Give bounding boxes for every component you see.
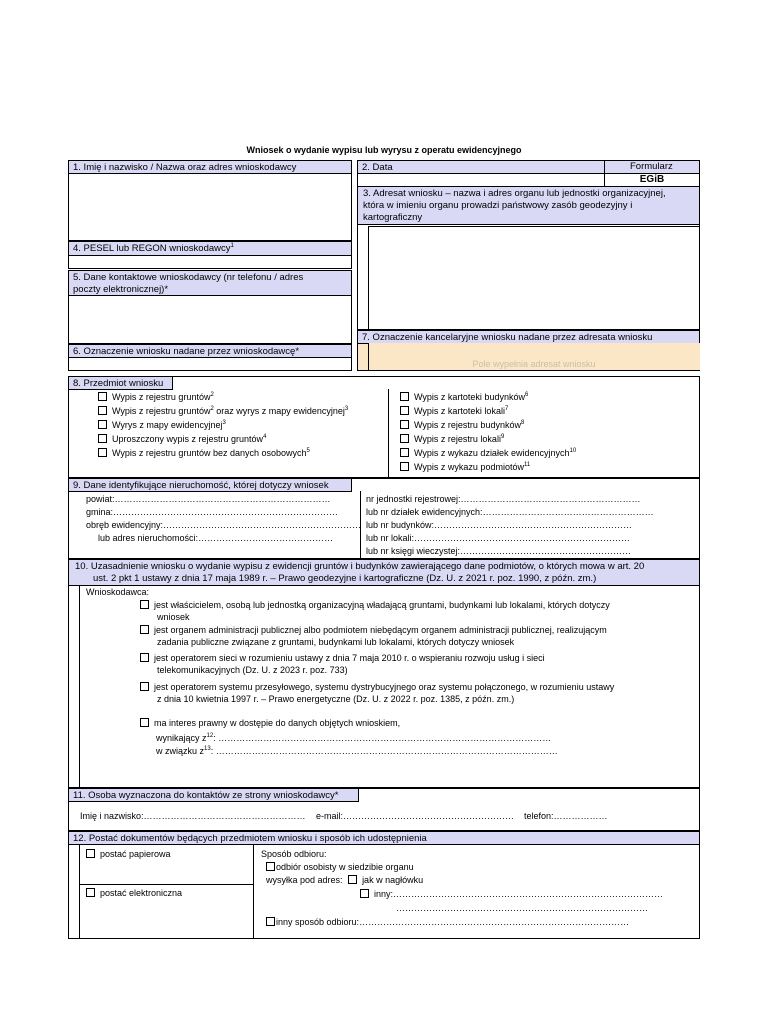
formularz-label: Formularz: [630, 161, 673, 172]
applicant-name-field[interactable]: [68, 173, 352, 241]
checkbox[interactable]: [86, 849, 95, 858]
egib-code-text: EGiB: [639, 174, 665, 185]
checkbox[interactable]: [400, 462, 409, 471]
s9-powiat[interactable]: powiat:………………………………………………………………: [86, 494, 331, 504]
s10-option-5[interactable]: ma interes prawny w dostępie do danych objętych wnioskiem,: [140, 717, 695, 729]
checkbox[interactable]: [140, 653, 149, 662]
section-11-label: 11. Osoba wyznaczona do kontaktów ze strony wnioskodawcy*: [73, 790, 339, 801]
s8-option-11[interactable]: Wypis z wykazu podmiotów$^{11}$: [400, 462, 530, 473]
s11-email[interactable]: e-mail:…………………………………………………: [316, 811, 515, 821]
section-4-label: 4. PESEL lub REGON wnioskodawcy: [73, 243, 231, 254]
contact-field[interactable]: [68, 295, 352, 344]
section-9-header: [68, 478, 352, 492]
s10-option-2[interactable]: jest organem administracji publicznej albo podmiotem niebędącym organem administracji publicznej, realizującym zadania publiczne związane z gruntami, budynkami lub lokalami, których dotyczy wniosek: [140, 624, 695, 648]
section-3-label: 3. Adresat wniosku – nazwa i adres organu lub jednostki organizacyjnej, która w imieniu organu prowadzi państwowy zasób geodezyjny i kartograficzny: [363, 188, 666, 223]
s9-nr-dzialek[interactable]: lub nr działek ewidencyjnych:…………………………………………………: [366, 507, 654, 517]
checkbox[interactable]: [98, 392, 107, 401]
checkbox[interactable]: [400, 420, 409, 429]
s12-inny-sposob[interactable]: inny sposób odbioru:………………………………………………………………………………: [266, 917, 629, 928]
s9-gmina[interactable]: gmina:…………………………………………………………………: [86, 507, 339, 517]
checkbox[interactable]: [98, 448, 107, 457]
section-12-header: [68, 831, 700, 845]
applicant-reference-field[interactable]: [68, 357, 352, 371]
checkbox[interactable]: [360, 889, 369, 898]
checkbox[interactable]: [348, 875, 357, 884]
section-2-label: 2. Data: [362, 162, 393, 173]
s12-wysylka: wysyłka pod adres: jak w nagłówku: [266, 875, 424, 885]
checkbox[interactable]: [140, 718, 149, 727]
section-5-header: [68, 270, 352, 296]
section-5-label: 5. Dane kontaktowe wnioskodawcy (nr telefonu / adres poczty elektronicznej)*: [73, 272, 304, 295]
checkbox[interactable]: [400, 406, 409, 415]
checkbox[interactable]: [400, 448, 409, 457]
s9-nr-jednostki[interactable]: nr jednostki rejestrowej:……………………………………………………: [366, 494, 641, 504]
date-field[interactable]: [357, 173, 605, 187]
section-10-label-2: ust. 2 pkt 1 ustawy z dnia 17 maja 1989 r. – Prawo geodezyjne i kartograficzne (Dz. U. z 2021 r. poz. 1990, z późn. zm.): [93, 573, 597, 584]
s9-obreb[interactable]: obręb ewidencyjny:…………………………………………………………: [86, 520, 362, 530]
s11-telefon[interactable]: telefon:………………: [524, 811, 608, 821]
section-11-header: [68, 788, 359, 802]
office-reference-placeholder: Pole wypełnia adresat wniosku: [472, 359, 596, 369]
s12-elektr[interactable]: postać elektroniczna: [86, 888, 182, 899]
section-7-label: 7. Oznaczenie kancelaryjne wniosku nadane przez adresata wniosku: [362, 332, 653, 343]
s10-option-3[interactable]: jest operatorem sieci w rozumieniu ustawy z dnia 7 maja 2010 r. o wspieraniu rozwoju usług i sieci telekomunikacyjnych (Dz. U. z 2023 r. poz. 733): [140, 652, 695, 676]
checkbox[interactable]: [400, 392, 409, 401]
s8-option-1[interactable]: Wypis z rejestru gruntów$^2$: [98, 392, 214, 403]
checkbox[interactable]: [140, 600, 149, 609]
checkbox[interactable]: [140, 625, 149, 634]
s12-inny-cont[interactable]: …………………………………………………………………………: [396, 903, 648, 913]
s12-inny[interactable]: inny:………………………………………………………………………………: [360, 889, 663, 900]
s8-option-2[interactable]: Wypis z rejestru gruntów$^2$ oraz wyrys z mapy ewidencyjnej$^3$: [98, 406, 348, 417]
s9-nr-lokali[interactable]: lub nr lokali:………………………………………………………………: [366, 533, 631, 543]
checkbox[interactable]: [266, 862, 275, 871]
s12-sposob: Sposób odbioru:: [261, 849, 327, 859]
section-4-sup: 1: [230, 242, 234, 249]
section-12-divider: [79, 884, 254, 885]
form-title: Wniosek o wydanie wypisu lub wyrysu z operatu ewidencyjnego: [246, 145, 522, 155]
section-8-header: [68, 376, 173, 390]
checkbox[interactable]: [140, 682, 149, 691]
checkbox[interactable]: [98, 420, 107, 429]
checkbox[interactable]: [266, 917, 275, 926]
checkbox[interactable]: [98, 434, 107, 443]
s8-option-3[interactable]: Wyrys z mapy ewidencyjnej$^3$: [98, 420, 226, 431]
wnioskodawca-label: Wnioskodawca:: [86, 587, 150, 597]
section-8-label: 8. Przedmiot wniosku: [73, 378, 164, 389]
s11-imie[interactable]: Imię i nazwisko:………………………………………………: [80, 811, 306, 821]
s9-nr-budynkow[interactable]: lub nr budynków:…………………………………………………………: [366, 520, 633, 530]
s8-option-7[interactable]: Wypis z kartoteki lokali$^7$: [400, 406, 508, 417]
section-7-header: [357, 330, 700, 344]
section-1-header: [68, 160, 352, 174]
section-3-header: [357, 186, 700, 225]
section-1-label: 1. Imię i nazwisko / Nazwa oraz adres wnioskodawcy: [73, 162, 297, 173]
section-2-header: [357, 160, 605, 174]
s10-option-1[interactable]: jest właścicielem, osobą lub jednostką organizacyjną władającą gruntami, budynkami lub lokalami, których dotyczy wniosek: [140, 599, 695, 623]
pesel-field[interactable]: [68, 255, 352, 269]
checkbox[interactable]: [98, 406, 107, 415]
section-10-label-1: 10. Uzasadnienie wniosku o wydanie wypisu z ewidencji gruntów i budynków zawierającego dane podmiotów, o których mowa w art. 20: [75, 561, 645, 572]
s8-option-8[interactable]: Wypis z rejestru budynków$^8$: [400, 420, 524, 431]
s10-option-4[interactable]: jest operatorem systemu przesyłowego, systemu dystrybucyjnego oraz systemu połączonego, w rozumieniu ustawy z dnia 10 kwietnia 1997 r. – Prawo energetyczne (Dz. U. z 2022 r. poz. 1385, z późn. zm.): [140, 681, 695, 705]
checkbox[interactable]: [86, 888, 95, 897]
s8-option-6[interactable]: Wypis z kartoteki budynków$^6$: [400, 392, 528, 403]
section-9-label: 9. Dane identyfikujące nieruchomość, której dotyczy wniosek: [73, 480, 329, 491]
section-6-label: 6. Oznaczenie wniosku nadane przez wnioskodawcę*: [73, 346, 300, 357]
s8-option-9[interactable]: Wypis z rejestru lokali$^9$: [400, 434, 504, 445]
s9-adres[interactable]: lub adres nieruchomości:………………………………………: [98, 533, 334, 543]
section-12-label: 12. Postać dokumentów będących przedmiotem wniosku i sposób ich udostępnienia: [73, 833, 427, 844]
zwiazku-field[interactable]: w związku $z^{13}$: ……………………………………………………………………………………………………: [156, 746, 558, 756]
wynikajacy-field[interactable]: wynikający $z^{12}$: …………………………………………………………………………………………………: [156, 733, 552, 743]
s9-nr-kw[interactable]: lub nr księgi wieczystej:…………………………………………………: [366, 546, 632, 556]
section-4-header: [68, 241, 352, 256]
section-10-header: [68, 559, 700, 586]
s12-papier[interactable]: postać papierowa: [86, 849, 171, 860]
s8-option-4[interactable]: Uproszczony wypis z rejestru gruntów$^4$: [98, 434, 266, 445]
s12-osobisty[interactable]: odbiór osobisty w siedzibie organu: [266, 862, 414, 873]
section-6-header: [68, 344, 352, 358]
s8-option-10[interactable]: Wypis z wykazu działek ewidencyjnych$^{10}$: [400, 448, 576, 459]
checkbox[interactable]: [400, 434, 409, 443]
addressee-inner-field: [368, 226, 700, 330]
s8-option-5[interactable]: Wypis z rejestru gruntów bez danych osobowych$^5$: [98, 448, 310, 459]
